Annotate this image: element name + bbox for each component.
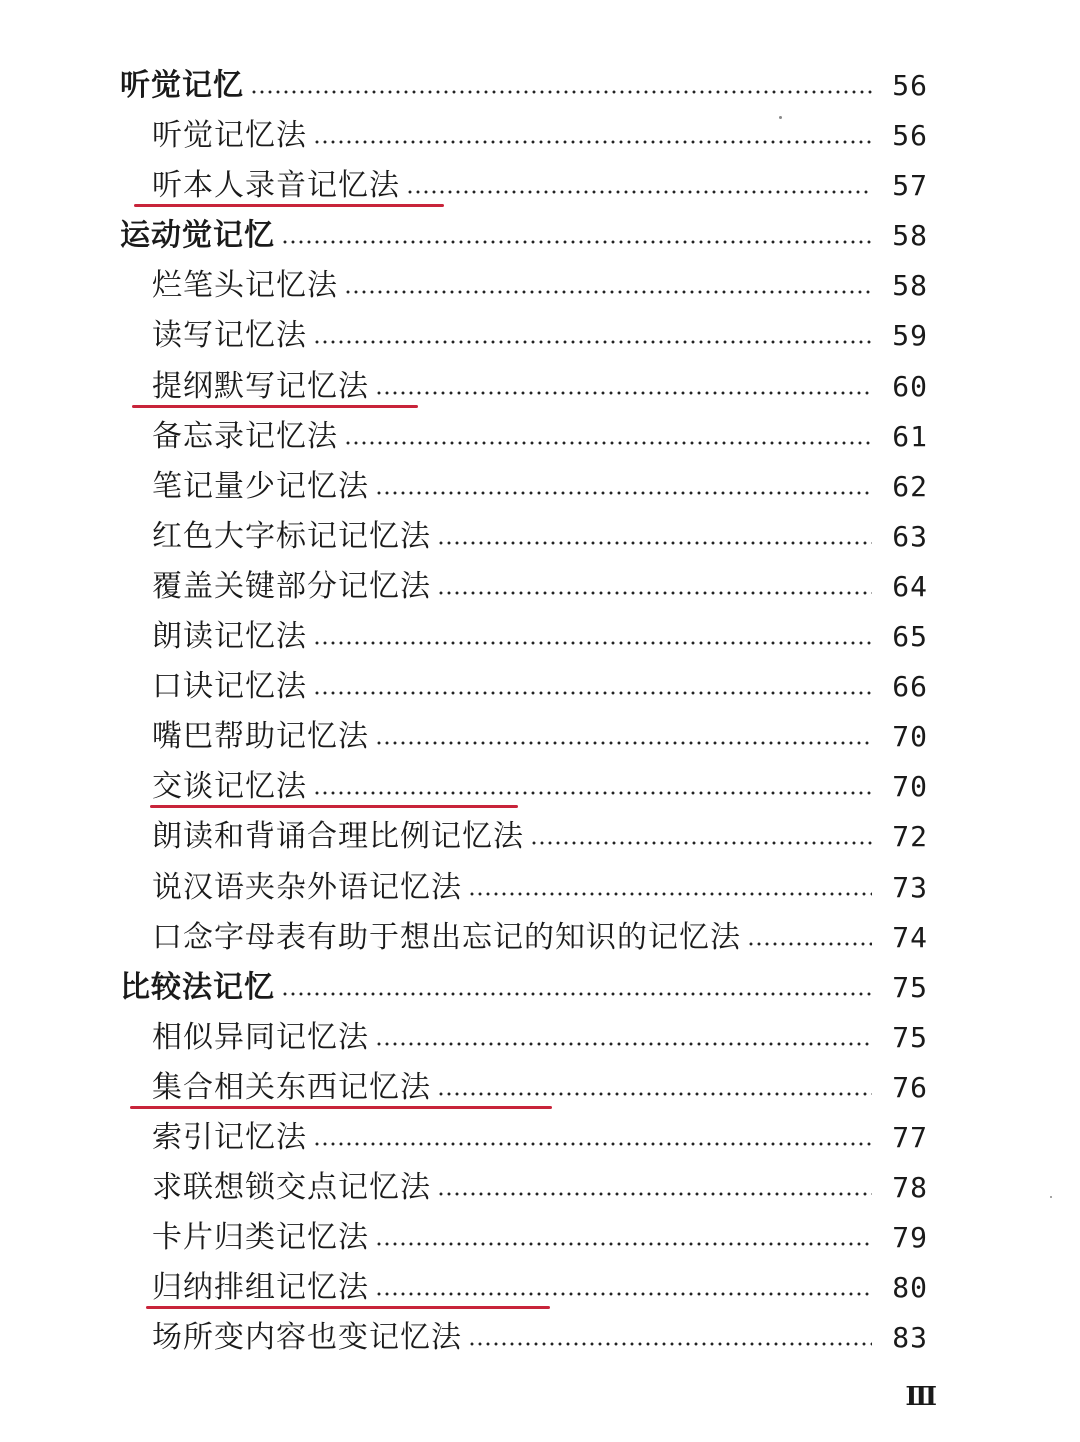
entry-title: 说汉语夹杂外语记忆法: [152, 868, 466, 908]
dot-leader: [313, 791, 872, 795]
dot-leader: [375, 1042, 872, 1046]
entry-title: 读写记忆法: [152, 316, 311, 356]
dot-leader: [344, 441, 872, 445]
toc-entry: [0, 1312, 1080, 1362]
toc-entry: [0, 761, 1080, 811]
red-underline-mark: [146, 1306, 550, 1309]
toc-entry: [0, 862, 1080, 912]
dot-leader: [375, 491, 872, 495]
entry-title: 红色大字标记记忆法: [152, 517, 435, 557]
toc-entry: [0, 361, 1080, 411]
entry-title: 场所变内容也变记忆法: [152, 1318, 466, 1358]
dot-leader: [437, 1192, 872, 1196]
toc-entry: [0, 711, 1080, 761]
dot-leader: [313, 641, 872, 645]
entry-title: 覆盖关键部分记忆法: [152, 567, 435, 607]
toc-entry: [0, 511, 1080, 561]
page-number-roman: Ⅲ: [905, 1382, 935, 1412]
toc-entry: [0, 611, 1080, 661]
entry-page-number: 83: [892, 1321, 928, 1355]
entry-title: 烂笔头记忆法: [152, 266, 342, 306]
entry-page-number: 56: [892, 119, 928, 153]
dot-leader: [747, 942, 872, 946]
toc-entry: [0, 912, 1080, 962]
toc-section-heading: [0, 60, 1080, 110]
entry-title: 归纳排组记忆法: [152, 1268, 373, 1308]
entry-page-number: 56: [892, 69, 928, 102]
dot-leader: [313, 140, 872, 144]
entry-title: 朗读记忆法: [152, 617, 311, 657]
entry-title: 口诀记忆法: [152, 667, 311, 707]
entry-page-number: 79: [892, 1221, 928, 1255]
toc-section-heading: [0, 210, 1080, 260]
dot-leader: [250, 90, 872, 94]
entry-page-number: 78: [892, 1171, 928, 1205]
dot-leader: [313, 1142, 872, 1146]
entry-title: 卡片归类记忆法: [152, 1218, 373, 1258]
toc-entry: [0, 1212, 1080, 1262]
dot-leader: [375, 391, 872, 395]
entry-title: 备忘录记忆法: [152, 417, 342, 457]
red-underline-mark: [132, 405, 418, 408]
dot-leader: [281, 240, 872, 244]
entry-title: 听本人录音记忆法: [152, 166, 404, 206]
toc-entry: [0, 411, 1080, 461]
entry-page-number: 64: [892, 569, 928, 603]
toc-entry: [0, 1262, 1080, 1312]
entry-page-number: 74: [892, 920, 928, 954]
red-underline-mark: [150, 805, 518, 808]
toc-entry: [0, 310, 1080, 360]
entry-page-number: 66: [892, 670, 928, 704]
toc-section-heading: [0, 962, 1080, 1012]
toc-entry: [0, 1112, 1080, 1162]
dot-leader: [437, 541, 872, 545]
dot-leader: [313, 340, 872, 344]
dot-leader: [468, 892, 872, 896]
toc-entry: [0, 811, 1080, 861]
dot-leader: [437, 1092, 872, 1096]
entry-title: 嘴巴帮助记忆法: [152, 717, 373, 757]
dot-leader: [437, 591, 872, 595]
entry-page-number: 75: [892, 1020, 928, 1054]
toc-entry: [0, 1062, 1080, 1112]
entry-page-number: 73: [892, 870, 928, 904]
entry-page-number: 70: [892, 770, 928, 804]
toc-entry: [0, 160, 1080, 210]
dot-leader: [344, 290, 872, 294]
entry-page-number: 75: [892, 970, 928, 1004]
entry-page-number: 58: [892, 219, 928, 253]
entry-title: 集合相关东西记忆法: [152, 1068, 435, 1108]
entry-page-number: 59: [892, 319, 928, 353]
section-title: 听觉记忆: [120, 66, 248, 106]
toc-entry: [0, 461, 1080, 511]
entry-page-number: 77: [892, 1120, 928, 1154]
section-title: 运动觉记忆: [120, 216, 279, 256]
toc-entry: [0, 110, 1080, 160]
entry-page-number: 62: [892, 469, 928, 503]
entry-page-number: 63: [892, 519, 928, 553]
entry-title: 提纲默写记忆法: [152, 367, 373, 407]
entry-title: 听觉记忆法: [152, 116, 311, 156]
entry-page-number: 72: [892, 820, 928, 854]
entry-page-number: 65: [892, 620, 928, 654]
dot-leader: [375, 1292, 872, 1296]
entry-title: 索引记忆法: [152, 1118, 311, 1158]
entry-page-number: 60: [892, 369, 928, 403]
entry-title: 笔记量少记忆法: [152, 467, 373, 507]
red-underline-mark: [134, 204, 444, 207]
toc-entry: [0, 1012, 1080, 1062]
table-of-contents: [0, 60, 1080, 1362]
dot-leader: [406, 190, 872, 194]
entry-page-number: 57: [892, 169, 928, 203]
toc-entry: [0, 561, 1080, 611]
entry-title: 相似异同记忆法: [152, 1018, 373, 1058]
entry-page-number: 76: [892, 1070, 928, 1104]
entry-title: 口念字母表有助于想出忘记的知识的记忆法: [152, 918, 745, 958]
toc-entry: [0, 661, 1080, 711]
entry-page-number: 70: [892, 720, 928, 754]
section-title: 比较法记忆: [120, 968, 279, 1008]
dot-leader: [530, 841, 872, 845]
dot-leader: [375, 741, 872, 745]
toc-entry: [0, 260, 1080, 310]
entry-page-number: 80: [892, 1271, 928, 1305]
dot-leader: [468, 1342, 872, 1346]
dot-leader: [313, 691, 872, 695]
entry-page-number: 61: [892, 419, 928, 453]
entry-title: 交谈记忆法: [152, 767, 311, 807]
red-underline-mark: [130, 1106, 552, 1109]
entry-title: 求联想锁交点记忆法: [152, 1168, 435, 1208]
entry-title: 朗读和背诵合理比例记忆法: [152, 817, 528, 857]
scan-speck: [1050, 1196, 1052, 1198]
entry-page-number: 58: [892, 269, 928, 303]
scan-speck: [779, 116, 782, 119]
dot-leader: [375, 1242, 872, 1246]
dot-leader: [281, 992, 872, 996]
toc-entry: [0, 1162, 1080, 1212]
